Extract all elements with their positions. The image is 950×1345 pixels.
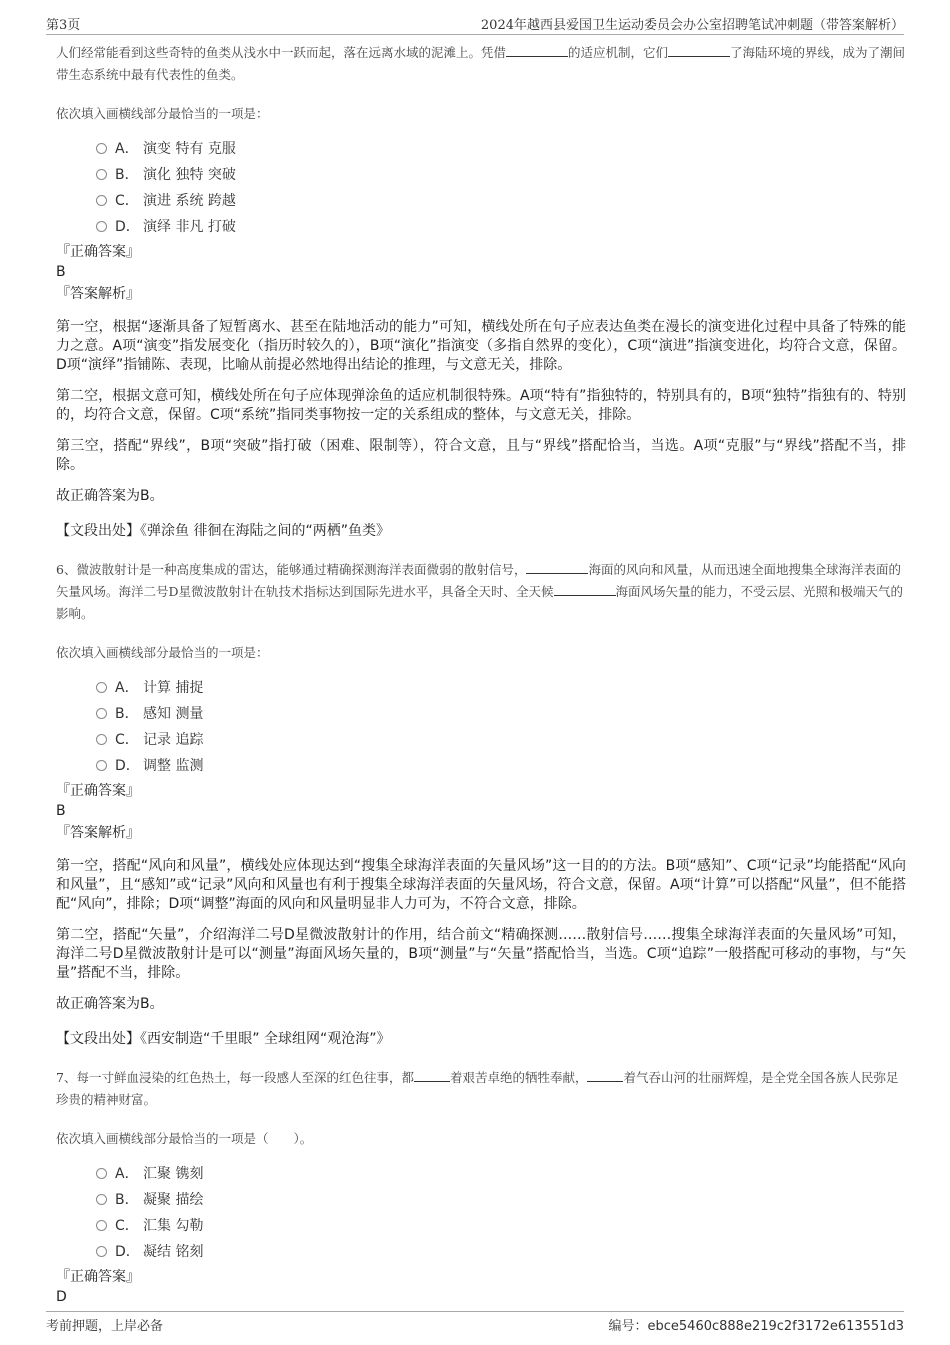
option-letter: D． — [115, 758, 140, 774]
option-list — [96, 675, 906, 779]
question-instruction: 依次填入画横线部分最恰当的一项是（ ）。 — [56, 1131, 313, 1146]
option-a[interactable] — [96, 675, 906, 701]
radio-icon[interactable] — [96, 1220, 107, 1231]
option-text: 汇集 勾勒 — [143, 1218, 204, 1234]
option-b[interactable] — [96, 701, 906, 727]
option-a[interactable] — [96, 136, 906, 162]
analysis-label: 『答案解析』 — [56, 286, 140, 302]
page-content — [56, 42, 906, 1309]
analysis-paragraph: 第二空，搭配“矢量”，介绍海洋二号D星微波散射计的作用，结合前文“精确探测……散射信号……搜集全球海洋表面的矢量风场”可知，海洋二号D星微波散射计是可以“测量”海面风场矢量的，B项“测量”与“矢量”搭配恰当，当选。C项“追踪”一般搭配可移动的事物，与“矢量”搭配不当，排除。 — [56, 927, 906, 981]
option-c[interactable] — [96, 727, 906, 753]
radio-icon[interactable] — [96, 143, 107, 154]
option-d[interactable] — [96, 214, 906, 240]
option-letter: C． — [115, 732, 139, 748]
radio-icon[interactable] — [96, 682, 107, 693]
answer-label: 『正确答案』 — [56, 783, 140, 799]
option-letter: C． — [115, 193, 139, 209]
stem-text: 7、每一寸鲜血浸染的红色热土，每一段感人至深的红色往事，都 — [56, 1070, 414, 1085]
fill-blank — [554, 583, 616, 596]
option-letter: D． — [115, 219, 140, 235]
fill-blank — [506, 44, 568, 57]
radio-icon[interactable] — [96, 708, 107, 719]
stem-text: 着艰苦卓绝的牺牲奉献， — [449, 1070, 588, 1085]
footer-slogan: 考前押题，上岸必备 — [46, 1319, 164, 1334]
document-code: 编号：ebce5460c888e219c2f3172e613551d3 — [608, 1319, 904, 1334]
stem-text: 的适应机制，它们 — [568, 45, 669, 60]
option-text: 演变 特有 克服 — [143, 141, 236, 157]
option-text: 凝结 铭刻 — [143, 1244, 204, 1260]
analysis-conclusion: 故正确答案为B。 — [56, 996, 164, 1012]
option-letter: B． — [115, 167, 139, 183]
radio-icon[interactable] — [96, 734, 107, 745]
option-letter: B． — [115, 706, 139, 722]
option-text: 汇聚 镌刻 — [143, 1166, 204, 1182]
stem-text: 着气吞山河的壮丽辉煌，是全党全国各族人民弥足珍贵的精神财富。 — [56, 1070, 899, 1107]
option-letter: A． — [115, 141, 139, 157]
option-text: 演进 系统 跨越 — [143, 193, 236, 209]
fill-blank — [526, 561, 588, 574]
passage-source: 【文段出处】《西安制造“千里眼” 全球组网“观沧海”》 — [56, 1031, 391, 1047]
stem-text: 人们经常能看到这些奇特的鱼类从浅水中一跃而起，落在远离水域的泥滩上。凭借 — [56, 45, 507, 60]
analysis-paragraph: 第一空，根据“逐渐具备了短暂离水、甚至在陆地活动的能力”可知，横线处所在句子应表达鱼类在漫长的演变进化过程中具备了特殊的能力之意。A项“演变”指发展变化（指历时较久的），B项“演化”指演变（多指自然界的变化），C项“演进”指演变进化，均符合文意，保留。D项“演绎”指铺陈、表现，比喻从前提必然地得出结论的推理，与文意无关，排除。 — [56, 319, 906, 373]
option-b[interactable] — [96, 1187, 906, 1213]
option-text: 演化 独特 突破 — [143, 167, 236, 183]
option-text: 凝聚 描绘 — [143, 1192, 204, 1208]
question-stem — [56, 42, 906, 86]
option-letter: C． — [115, 1218, 139, 1234]
passage-source: 【文段出处】《弹涂鱼 徘徊在海陆之间的“两栖”鱼类》 — [56, 523, 390, 539]
option-text: 感知 测量 — [143, 706, 204, 722]
option-letter: B． — [115, 1192, 139, 1208]
stem-text: 海面的风向和风量，从而迅速全面地搜集全球海洋表面的矢量风场。海洋二号D星微波散射计在轨技术指标达到国际先进水平，具备全天时、全天候 — [56, 562, 901, 599]
correct-answer: B — [56, 264, 66, 280]
analysis-conclusion: 故正确答案为B。 — [56, 488, 164, 504]
question-stem — [56, 559, 906, 625]
analysis-paragraph: 第三空，搭配“界线”，B项“突破”指打破（困难、限制等），符合文意，且与“界线”搭配恰当，当选。A项“克服”与“界线”搭配不当，排除。 — [56, 438, 906, 473]
analysis-paragraph: 第一空，搭配“风向和风量”，横线处应体现达到“搜集全球海洋表面的矢量风场”这一目的的方法。B项“感知”、C项“记录”均能搭配“风向和风量”，且“感知”或“记录”风向和风量也有利于搜集全球海洋表面的矢量风场，符合文意，保留。A项“计算”可以搭配“风量”，但不能搭配“风向”，排除；D项“调整”海面的风向和风量明显非人力可为，不符合文意，排除。 — [56, 858, 906, 912]
correct-answer: B — [56, 803, 66, 819]
option-text: 调整 监测 — [143, 758, 204, 774]
option-text: 演绎 非凡 打破 — [143, 219, 236, 235]
fill-blank — [414, 1069, 450, 1082]
fill-blank — [587, 1069, 623, 1082]
option-text: 计算 捕捉 — [143, 680, 204, 696]
stem-text: 了海陆环境的界线，成为了潮间带生态系统中最有代表性的鱼类。 — [56, 45, 906, 82]
option-list — [96, 1161, 906, 1265]
option-letter: D． — [115, 1244, 140, 1260]
option-d[interactable] — [96, 753, 906, 779]
analysis-label: 『答案解析』 — [56, 825, 140, 841]
answer-label: 『正确答案』 — [56, 244, 140, 260]
fill-blank — [668, 44, 730, 57]
radio-icon[interactable] — [96, 1194, 107, 1205]
question-instruction: 依次填入画横线部分最恰当的一项是： — [56, 106, 269, 121]
question-instruction: 依次填入画横线部分最恰当的一项是： — [56, 645, 269, 660]
radio-icon[interactable] — [96, 169, 107, 180]
question-6 — [56, 559, 906, 1049]
question-7 — [56, 1067, 906, 1307]
radio-icon[interactable] — [96, 195, 107, 206]
radio-icon[interactable] — [96, 1246, 107, 1257]
page-number: 第3页 — [46, 18, 81, 33]
radio-icon[interactable] — [96, 1168, 107, 1179]
document-title: 2024年越西县爱国卫生运动委员会办公室招聘笔试冲刺题（带答案解析） — [480, 18, 904, 33]
page-header — [46, 14, 904, 35]
correct-answer: D — [56, 1289, 67, 1305]
stem-text: 海面风场矢量的能力，不受云层、光照和极端天气的影响。 — [56, 584, 904, 621]
option-letter: A． — [115, 1166, 139, 1182]
analysis-paragraph: 第二空，根据文意可知，横线处所在句子应体现弹涂鱼的适应机制很特殊。A项“特有”指独特的，特别具有的，B项“独特”指独有的、特别的，均符合文意，保留。C项“系统”指同类事物按一定的关系组成的整体，与文意无关，排除。 — [56, 388, 906, 423]
option-b[interactable] — [96, 162, 906, 188]
radio-icon[interactable] — [96, 760, 107, 771]
option-list — [96, 136, 906, 240]
stem-text: 6、微波散射计是一种高度集成的雷达，能够通过精确探测海洋表面微弱的散射信号， — [56, 562, 527, 577]
option-text: 记录 追踪 — [143, 732, 204, 748]
option-letter: A． — [115, 680, 139, 696]
page-footer — [46, 1311, 904, 1335]
radio-icon[interactable] — [96, 221, 107, 232]
question-5 — [56, 42, 906, 541]
answer-label: 『正确答案』 — [56, 1269, 140, 1285]
option-d[interactable] — [96, 1239, 906, 1265]
option-c[interactable] — [96, 188, 906, 214]
option-a[interactable] — [96, 1161, 906, 1187]
question-stem — [56, 1067, 906, 1111]
option-c[interactable] — [96, 1213, 906, 1239]
